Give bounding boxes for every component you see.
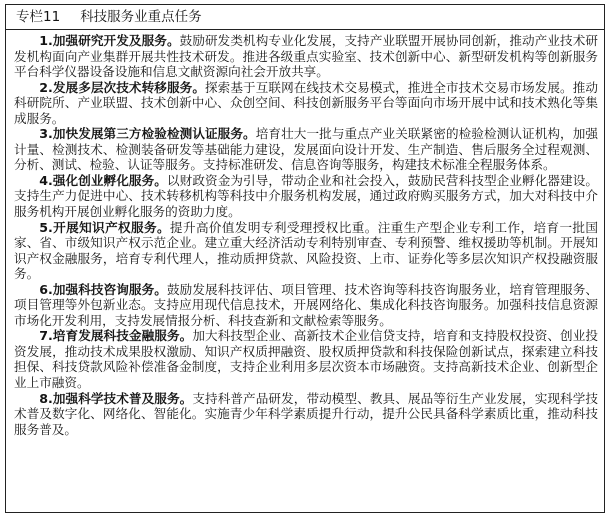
task-title: 强化创业孵化服务。 (52, 172, 167, 188)
column-title: 科技服务业重点任务 (80, 9, 202, 25)
special-column-box (5, 4, 605, 513)
task-number: 1. (39, 33, 53, 48)
task-title: 加强科学技术普及服务。 (52, 390, 193, 406)
task-title: 开展知识产权服务。 (52, 219, 170, 235)
task-number: 3. (39, 126, 53, 142)
column-header (6, 5, 604, 30)
task-item-4 (14, 173, 598, 220)
task-title: 加强科技咨询服务。 (52, 281, 167, 297)
task-number: 2. (39, 79, 53, 95)
task-title: 培育发展科技金融服务。 (52, 328, 193, 344)
task-title: 加强研究开发及服务。 (52, 33, 180, 48)
task-text: 提升高价值发明专利受理授权比重。注重生产型企业专利工作，培育一批国家、省、市级知识产权示范企业。建立重大经济活动专利特别审查、专利预警、维权援助等机制。开展知识产权金融服务，培育专利代理人，推动质押贷款、风险投资、上市、证券化等多层次知识产权投融资服务。 (14, 219, 599, 282)
column-label: 专栏11 (16, 9, 61, 25)
task-text: 鼓励研发类机构专业化发展，支持产业联盟开展协同创新，推动产业技术研发机构面向产业集群开展共性技术研发。推进各级重点实验室、技术创新中心、新型研发机构等创新服务平台科学仪器设备设施和信息文献资源向社会开放共享。 (14, 33, 599, 80)
task-text: 培育壮大一批与重点产业关联紧密的检验检测认证机构，加强计量、检测技术、检测装备研发等基础能力建设，发展面向设计开发、生产制造、售后服务全过程观测、分析、测试、检验、认证等服务。支持标准研发、信息咨询等服务，构建技术标准全程服务体系。 (14, 126, 599, 173)
task-item-2 (14, 80, 598, 127)
task-number: 6. (39, 281, 53, 297)
task-item-5 (14, 220, 598, 282)
task-title: 发展多层次技术转移服务。 (52, 79, 205, 95)
task-item-3 (14, 126, 598, 173)
task-text: 鼓励发展科技评估、项目管理、技术咨询等科技咨询服务业，培育管理服务、项目管理等外包新业态。支持应用现代信息技术，开展网络化、集成化科技咨询服务。加强科技信息资源市场化开发利用，支持发展情报分析、科技查新和文献检索等服务。 (14, 281, 599, 328)
task-list (6, 30, 604, 437)
task-number: 4. (39, 172, 53, 188)
task-text: 加大科技型企业、高新技术企业信贷支持，培育和支持股权投资、创业投资发展，推动技术成果股权激励、知识产权质押融资、股权质押贷款和科技保险创新试点，探索建立科技担保、科技贷款风险补偿准备金制度，支持企业利用多层次资本市场融资。支持高新技术企业、创新型企业上市融资。 (14, 328, 599, 391)
task-text: 支持科普产品研发，带动模型、教具、展品等衍生产业发展，实现科学技术普及数字化、网络化、智能化。实施青少年科学素质提升行动，提升公民具备科学素质比重，推动科技服务普及。 (14, 390, 599, 437)
task-item-7 (14, 328, 598, 390)
task-item-6 (14, 282, 598, 329)
task-text: 以财政资金为引导，带动企业和社会投入，鼓励民营科技型企业孵化器建设。支持生产力促进中心、技术转移机构等科技中介服务机构发展，通过政府购买服务方式，加大对科技中介服务机构开展创业孵化服务的资助力度。 (14, 172, 599, 220)
task-number: 8. (39, 390, 53, 406)
task-number: 5. (39, 219, 53, 235)
task-title: 加快发展第三方检验检测认证服务。 (52, 126, 256, 142)
task-number: 7. (39, 328, 53, 344)
task-text: 探索基于互联网在线技术交易模式，推进全市技术交易市场发展。推动科研院所、产业联盟、技术创新中心、众创空间、科技创新服务平台等面向市场开展中试和技术熟化等集成服务。 (14, 79, 599, 126)
task-item-1 (14, 33, 598, 80)
task-item-8 (14, 391, 598, 438)
